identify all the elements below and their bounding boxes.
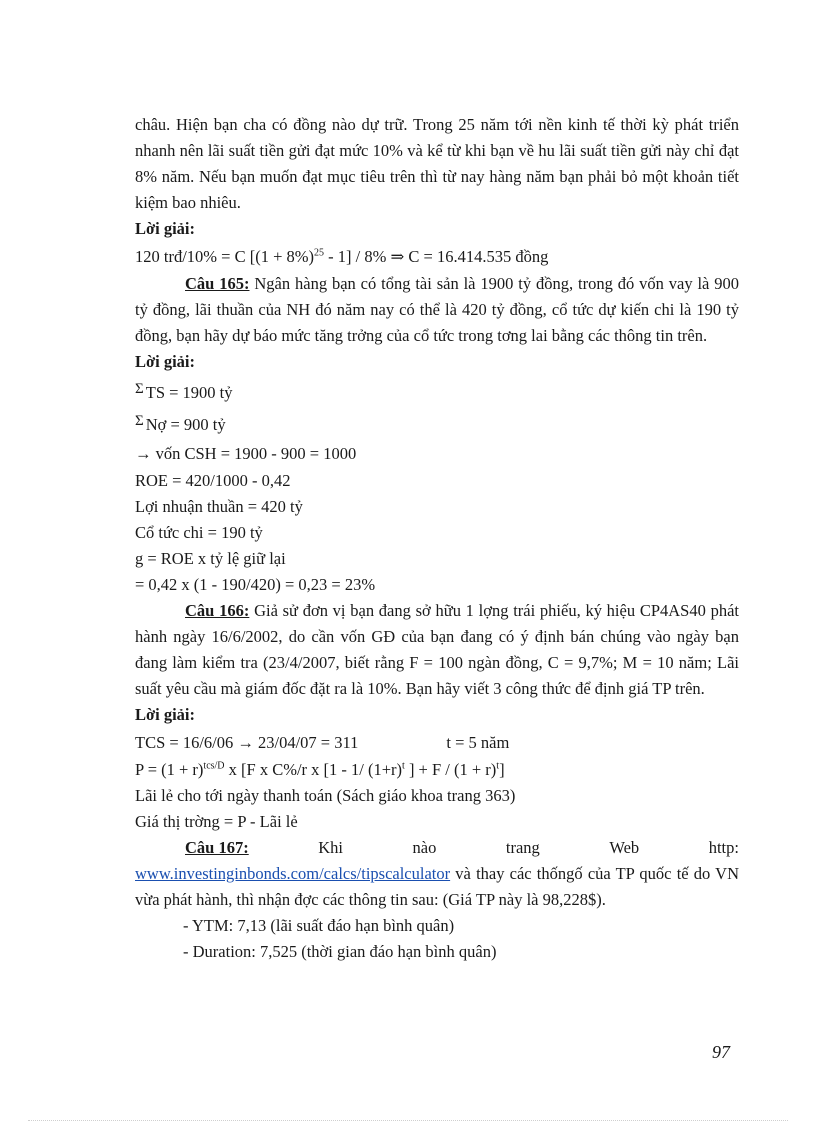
sum-ts: Σ TS = 1900 tỷ [135, 381, 233, 402]
arrow-icon: → [135, 444, 152, 463]
question-label: Câu 167: [185, 838, 249, 857]
accrued-interest-line: Lãi lẻ cho tới ngày thanh toán (Sách giáo khoa trang 363) [135, 786, 516, 805]
question-label: Câu 165: [185, 274, 250, 293]
price-formula: $P = (1 + r)^{tcs/D}$ x [F x C%/r x [1 - 1/ $(1+r)^t$ ] + $F / (1 + r)^t$] [135, 760, 505, 779]
question-166: Câu 166: Giả sử đơn vị bạn đang sở hữu 1 lợng trái phiếu, ký hiệu CP4AS40 phát hành ngày 16/6/2002, do cần vốn GĐ của bạn đang có ý định bán chúng vào ngày bạn đang làm kiểm tra (23/4/2007, biết rằng F = 100 ngàn đồng, C = 9,7%; M = 10 năm; Lãi suất yêu cầu mà giám đốc đặt ra là 10%. Bạn hãy viết 3 công thức để định giá TP trên. [135, 601, 739, 698]
calc-line: ROE = 420/1000 - 0,42 [135, 471, 291, 490]
calc-line: Cổ tức chi = 190 tỷ [135, 523, 263, 542]
page-number: 97 [712, 1042, 730, 1062]
market-price-line: Giá thị trờng = P - Lãi lẻ [135, 812, 298, 831]
sum-no: Σ Nợ = 900 tỷ [135, 413, 226, 434]
footer-divider [28, 1120, 788, 1121]
question-167-heading: Câu 167: Khi nào trang Web http: [135, 835, 739, 861]
question-167-body: www.investinginbonds.com/calcs/tipscalculator và thay các thốngố của TP quốc tế do VN vừa phát hành, thì nhận đợc các thông tin sau: (Giá TP này là 98,228$). [135, 864, 739, 909]
implies-arrow-icon: ⇒ [390, 247, 405, 266]
equity-line: → vốn CSH = 1900 - 900 = 1000 [135, 444, 357, 463]
list-item: - YTM: 7,13 (lãi suất đáo hạn bình quân) [183, 916, 455, 935]
solution-heading: Lời giải: [135, 219, 196, 238]
question-165: Câu 165: Ngân hàng bạn có tổng tài sản là 1900 tỷ đồng, trong đó vốn vay là 900 tỷ đồng, lãi thuần của NH đó năm nay có thể là 420 tỷ đồng, cổ tức dự kiến chi là 190 tỷ đồng, bạn hãy dự báo mức tăng trởng của cổ tức trong tơng lai bằng các thông tin trên. [135, 274, 739, 345]
formula-164: 120 trđ/10% = C $[(1 + 8\%)^{25} - 1] / 8\%$ ⇒ C = 16.414.535 đồng [135, 247, 549, 266]
calc-line: = 0,42 x (1 - 190/420) = 0,23 = 23% [135, 575, 376, 594]
sigma-icon: Σ [135, 413, 144, 429]
tcs-line: TCS = 16/6/06 → 23/04/07 = 311 t = 5 năm [135, 733, 510, 752]
sigma-icon: Σ [135, 381, 144, 397]
list-item: - Duration: 7,525 (thời gian đáo hạn bình quân) [183, 942, 497, 961]
page-body [135, 112, 739, 965]
solution-heading: Lời giải: [135, 705, 196, 724]
arrow-icon: → [237, 733, 254, 752]
intro-paragraph: châu. Hiện bạn cha có đồng nào dự trữ. Trong 25 năm tới nền kinh tế thời kỳ phát triển nhanh nên lãi suất tiền gửi đạt mức 10% và kể từ khi bạn về hu lãi suất tiền gửi này chỉ đạt 8% năm. Nếu bạn muốn đạt mục tiêu trên thì từ nay hàng năm bạn phải bỏ một khoản tiết kiệm bao nhiêu. [135, 115, 739, 212]
calc-line: g = ROE x tỷ lệ giữ lại [135, 549, 286, 568]
calc-line: Lợi nhuận thuần = 420 tỷ [135, 497, 303, 516]
calculator-link[interactable]: www.investinginbonds.com/calcs/tipscalculator [135, 864, 451, 883]
question-label: Câu 166: [185, 601, 250, 620]
solution-heading: Lời giải: [135, 352, 196, 371]
